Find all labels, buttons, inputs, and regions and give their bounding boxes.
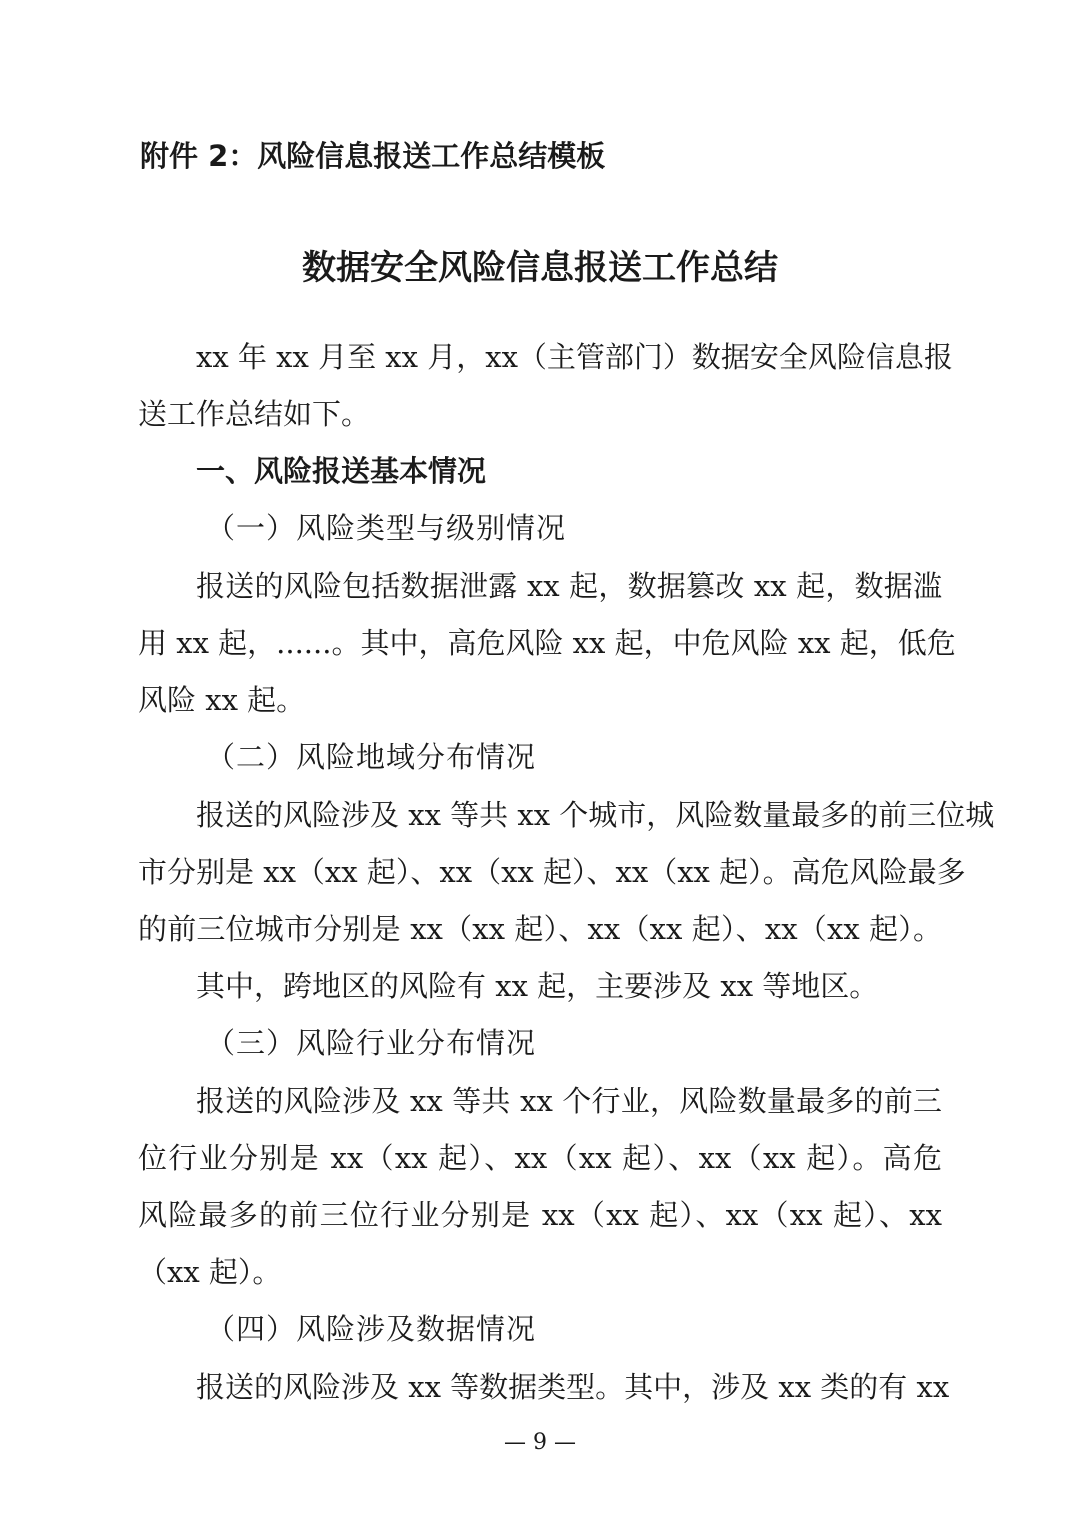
subsection-2-line-1: 报送的风险涉及 xx 等共 xx 个城市，风险数量最多的前三位城 xyxy=(196,798,995,832)
subsection-1-heading: （一）风险类型与级别情况 xyxy=(206,511,567,545)
intro-line-2: 送工作总结如下。 xyxy=(138,397,371,431)
subsection-2-heading: （二）风险地域分布情况 xyxy=(206,740,537,774)
subsection-3-line-3: 风险最多的前三位行业分别是 xx（xx 起）、xx（xx 起）、xx xyxy=(138,1198,942,1232)
subsection-4-line-1: 报送的风险涉及 xx 等数据类型。其中，涉及 xx 类的有 xx xyxy=(196,1370,950,1404)
attachment-label: 附件 2：风险信息报送工作总结模板 xyxy=(140,139,606,173)
document-title: 数据安全风险信息报送工作总结 xyxy=(302,248,778,288)
intro-line-1: xx 年 xx 月至 xx 月，xx（主管部门）数据安全风险信息报 xyxy=(196,340,953,374)
subsection-3-heading: （三）风险行业分布情况 xyxy=(206,1026,537,1060)
subsection-4-heading: （四）风险涉及数据情况 xyxy=(206,1312,537,1346)
subsection-1-line-1: 报送的风险包括数据泄露 xx 起，数据篡改 xx 起，数据滥 xyxy=(196,569,942,603)
subsection-2-line-4: 其中，跨地区的风险有 xx 起，主要涉及 xx 等地区。 xyxy=(196,969,879,1003)
subsection-3-line-1: 报送的风险涉及 xx 等共 xx 个行业，风险数量最多的前三 xyxy=(196,1084,942,1118)
section-1-heading: 一、风险报送基本情况 xyxy=(196,454,487,488)
subsection-2-line-3: 的前三位城市分别是 xx（xx 起）、xx（xx 起）、xx（xx 起）。 xyxy=(138,912,942,946)
subsection-3-line-2: 位行业分别是 xx（xx 起）、xx（xx 起）、xx（xx 起）。高危 xyxy=(138,1141,942,1175)
subsection-2-line-2: 市分别是 xx（xx 起）、xx（xx 起）、xx（xx 起）。高危风险最多 xyxy=(138,855,966,889)
subsection-1-line-2: 用 xx 起，......。其中，高危风险 xx 起，中危风险 xx 起，低危 xyxy=(138,626,956,660)
subsection-3-line-4: （xx 起）。 xyxy=(138,1255,282,1289)
subsection-1-line-3: 风险 xx 起。 xyxy=(138,683,306,717)
page-number: — 9 — xyxy=(504,1430,576,1455)
